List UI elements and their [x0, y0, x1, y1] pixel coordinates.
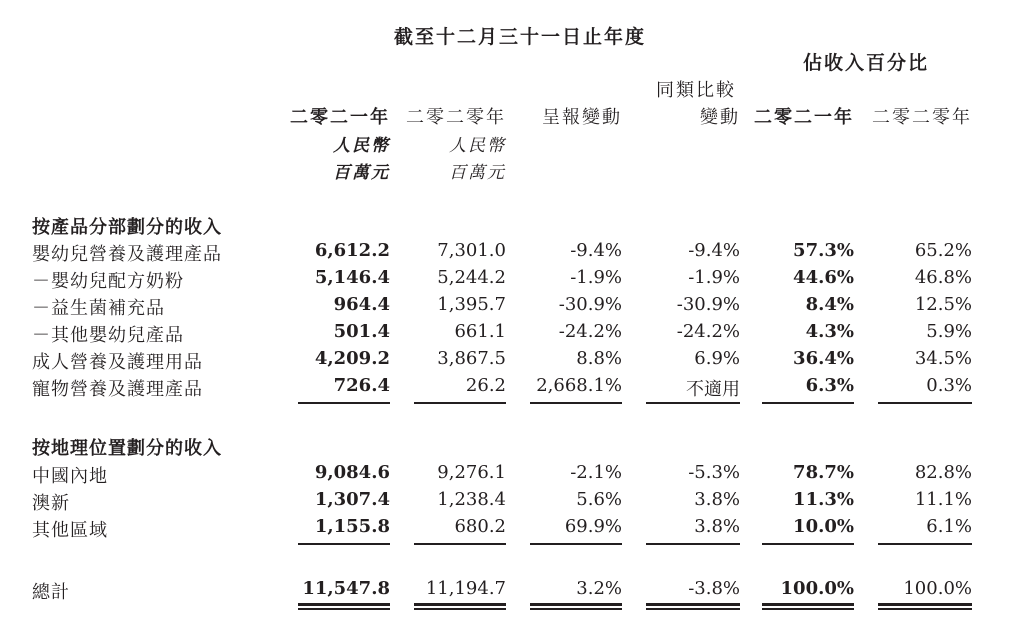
col-header-2021: 二零二一年	[290, 107, 390, 128]
cell-2020: 1,238.4	[437, 489, 506, 510]
cell-2021: 1,155.8	[314, 516, 390, 537]
total-underline	[530, 603, 622, 606]
total-underline	[646, 603, 740, 606]
col-header-like-for-like-line2: 變動	[700, 107, 740, 128]
row-label: －其他嬰幼兒產品	[32, 325, 184, 346]
cell-2021: 9,084.6	[314, 462, 390, 483]
col-header-pct-2021: 二零二一年	[754, 107, 854, 128]
cell-pct-2020: 0.3%	[926, 375, 972, 396]
cell-2020: 26.2	[465, 375, 506, 396]
geo-underline	[646, 543, 740, 545]
cell-pct-2020: 11.1%	[914, 489, 972, 510]
cell-2021: 964.4	[333, 294, 390, 315]
cell-2020: 7,301.0	[437, 240, 506, 261]
total-underline-second	[530, 608, 622, 610]
total-underline-second	[878, 608, 972, 610]
cell-pct-2021: 78.7%	[793, 462, 854, 483]
total-reported: 3.2%	[576, 578, 622, 599]
segment-underline	[878, 402, 972, 404]
col-header-pct-2020: 二零二零年	[872, 107, 972, 128]
cell-like: -1.9%	[688, 267, 740, 288]
unit-scale-2021: 百萬元	[333, 163, 390, 183]
cell-pct-2020: 34.5%	[914, 348, 972, 369]
total-2021: 11,547.8	[302, 578, 390, 599]
total-underline	[298, 603, 390, 606]
cell-2021: 5,146.4	[314, 267, 390, 288]
row-label: 澳新	[32, 493, 70, 514]
cell-pct-2021: 10.0%	[793, 516, 854, 537]
cell-pct-2020: 6.1%	[926, 516, 972, 537]
cell-pct-2020: 46.8%	[914, 267, 972, 288]
total-underline-second	[646, 608, 740, 610]
cell-2020: 661.1	[454, 321, 506, 342]
row-label: －嬰幼兒配方奶粉	[32, 271, 184, 292]
cell-reported: 69.9%	[564, 516, 622, 537]
cell-pct-2021: 11.3%	[793, 489, 854, 510]
cell-2021: 1,307.4	[314, 489, 390, 510]
cell-pct-2021: 57.3%	[793, 240, 854, 261]
total-label: 總計	[32, 582, 70, 603]
segment-underline	[646, 402, 740, 404]
cell-reported: -1.9%	[570, 267, 622, 288]
col-header-like-for-like-line1: 同類比較	[656, 80, 736, 101]
cell-like: 3.8%	[694, 489, 740, 510]
cell-2021: 6,612.2	[314, 240, 390, 261]
total-underline-second	[298, 608, 390, 610]
total-underline-second	[762, 608, 854, 610]
geo-underline	[298, 543, 390, 545]
total-pct-2021: 100.0%	[780, 578, 854, 599]
segment-underline	[414, 402, 506, 404]
cell-reported: -2.1%	[570, 462, 622, 483]
period-header: 截至十二月三十一日止年度	[394, 26, 647, 48]
cell-2021: 726.4	[333, 375, 390, 396]
cell-pct-2020: 82.8%	[914, 462, 972, 483]
row-label: 成人營養及護理用品	[32, 352, 203, 373]
cell-2021: 501.4	[333, 321, 390, 342]
cell-like: -24.2%	[676, 321, 740, 342]
cell-like: -30.9%	[676, 294, 740, 315]
total-underline	[414, 603, 506, 606]
cell-2020: 680.2	[454, 516, 506, 537]
cell-pct-2020: 12.5%	[914, 294, 972, 315]
segment-underline	[298, 402, 390, 404]
geo-underline	[530, 543, 622, 545]
cell-pct-2021: 6.3%	[805, 375, 854, 396]
cell-2020: 9,276.1	[437, 462, 506, 483]
segment-underline	[530, 402, 622, 404]
geo-section-title: 按地理位置劃分的收入	[32, 438, 222, 459]
row-label: 中國內地	[32, 466, 108, 487]
unit-currency-2020: 人民幣	[449, 136, 506, 156]
cell-like: -5.3%	[688, 462, 740, 483]
unit-currency-2021: 人民幣	[333, 136, 390, 156]
cell-pct-2020: 5.9%	[926, 321, 972, 342]
cell-reported: -24.2%	[558, 321, 622, 342]
cell-like: 6.9%	[694, 348, 740, 369]
unit-scale-2020: 百萬元	[449, 163, 506, 183]
total-underline	[878, 603, 972, 606]
row-label: 嬰幼兒營養及護理產品	[32, 244, 222, 265]
cell-like: 3.8%	[694, 516, 740, 537]
row-label: 其他區域	[32, 520, 108, 541]
cell-2020: 3,867.5	[437, 348, 506, 369]
pct-group-header: 佔收入百分比	[803, 52, 930, 74]
geo-underline	[762, 543, 854, 545]
cell-pct-2021: 4.3%	[805, 321, 854, 342]
segment-section-title: 按產品分部劃分的收入	[32, 217, 222, 238]
total-underline-second	[414, 608, 506, 610]
cell-reported: -9.4%	[570, 240, 622, 261]
cell-2021: 4,209.2	[314, 348, 390, 369]
cell-pct-2021: 8.4%	[805, 294, 854, 315]
cell-reported: 2,668.1%	[536, 375, 622, 396]
geo-underline	[878, 543, 972, 545]
cell-like: 不適用	[686, 379, 740, 400]
cell-reported: 5.6%	[576, 489, 622, 510]
cell-2020: 1,395.7	[437, 294, 506, 315]
total-pct-2020: 100.0%	[903, 578, 972, 599]
cell-like: -9.4%	[688, 240, 740, 261]
total-underline	[762, 603, 854, 606]
geo-underline	[414, 543, 506, 545]
col-header-2020: 二零二零年	[406, 107, 506, 128]
cell-pct-2021: 44.6%	[793, 267, 854, 288]
cell-2020: 5,244.2	[437, 267, 506, 288]
row-label: 寵物營養及護理產品	[32, 379, 203, 400]
cell-reported: -30.9%	[558, 294, 622, 315]
cell-pct-2021: 36.4%	[793, 348, 854, 369]
cell-pct-2020: 65.2%	[914, 240, 972, 261]
col-header-reported-change: 呈報變動	[542, 107, 622, 128]
row-label: －益生菌補充品	[32, 298, 165, 319]
cell-reported: 8.8%	[576, 348, 622, 369]
total-like: -3.8%	[688, 578, 740, 599]
segment-underline	[762, 402, 854, 404]
total-2020: 11,194.7	[425, 578, 506, 599]
